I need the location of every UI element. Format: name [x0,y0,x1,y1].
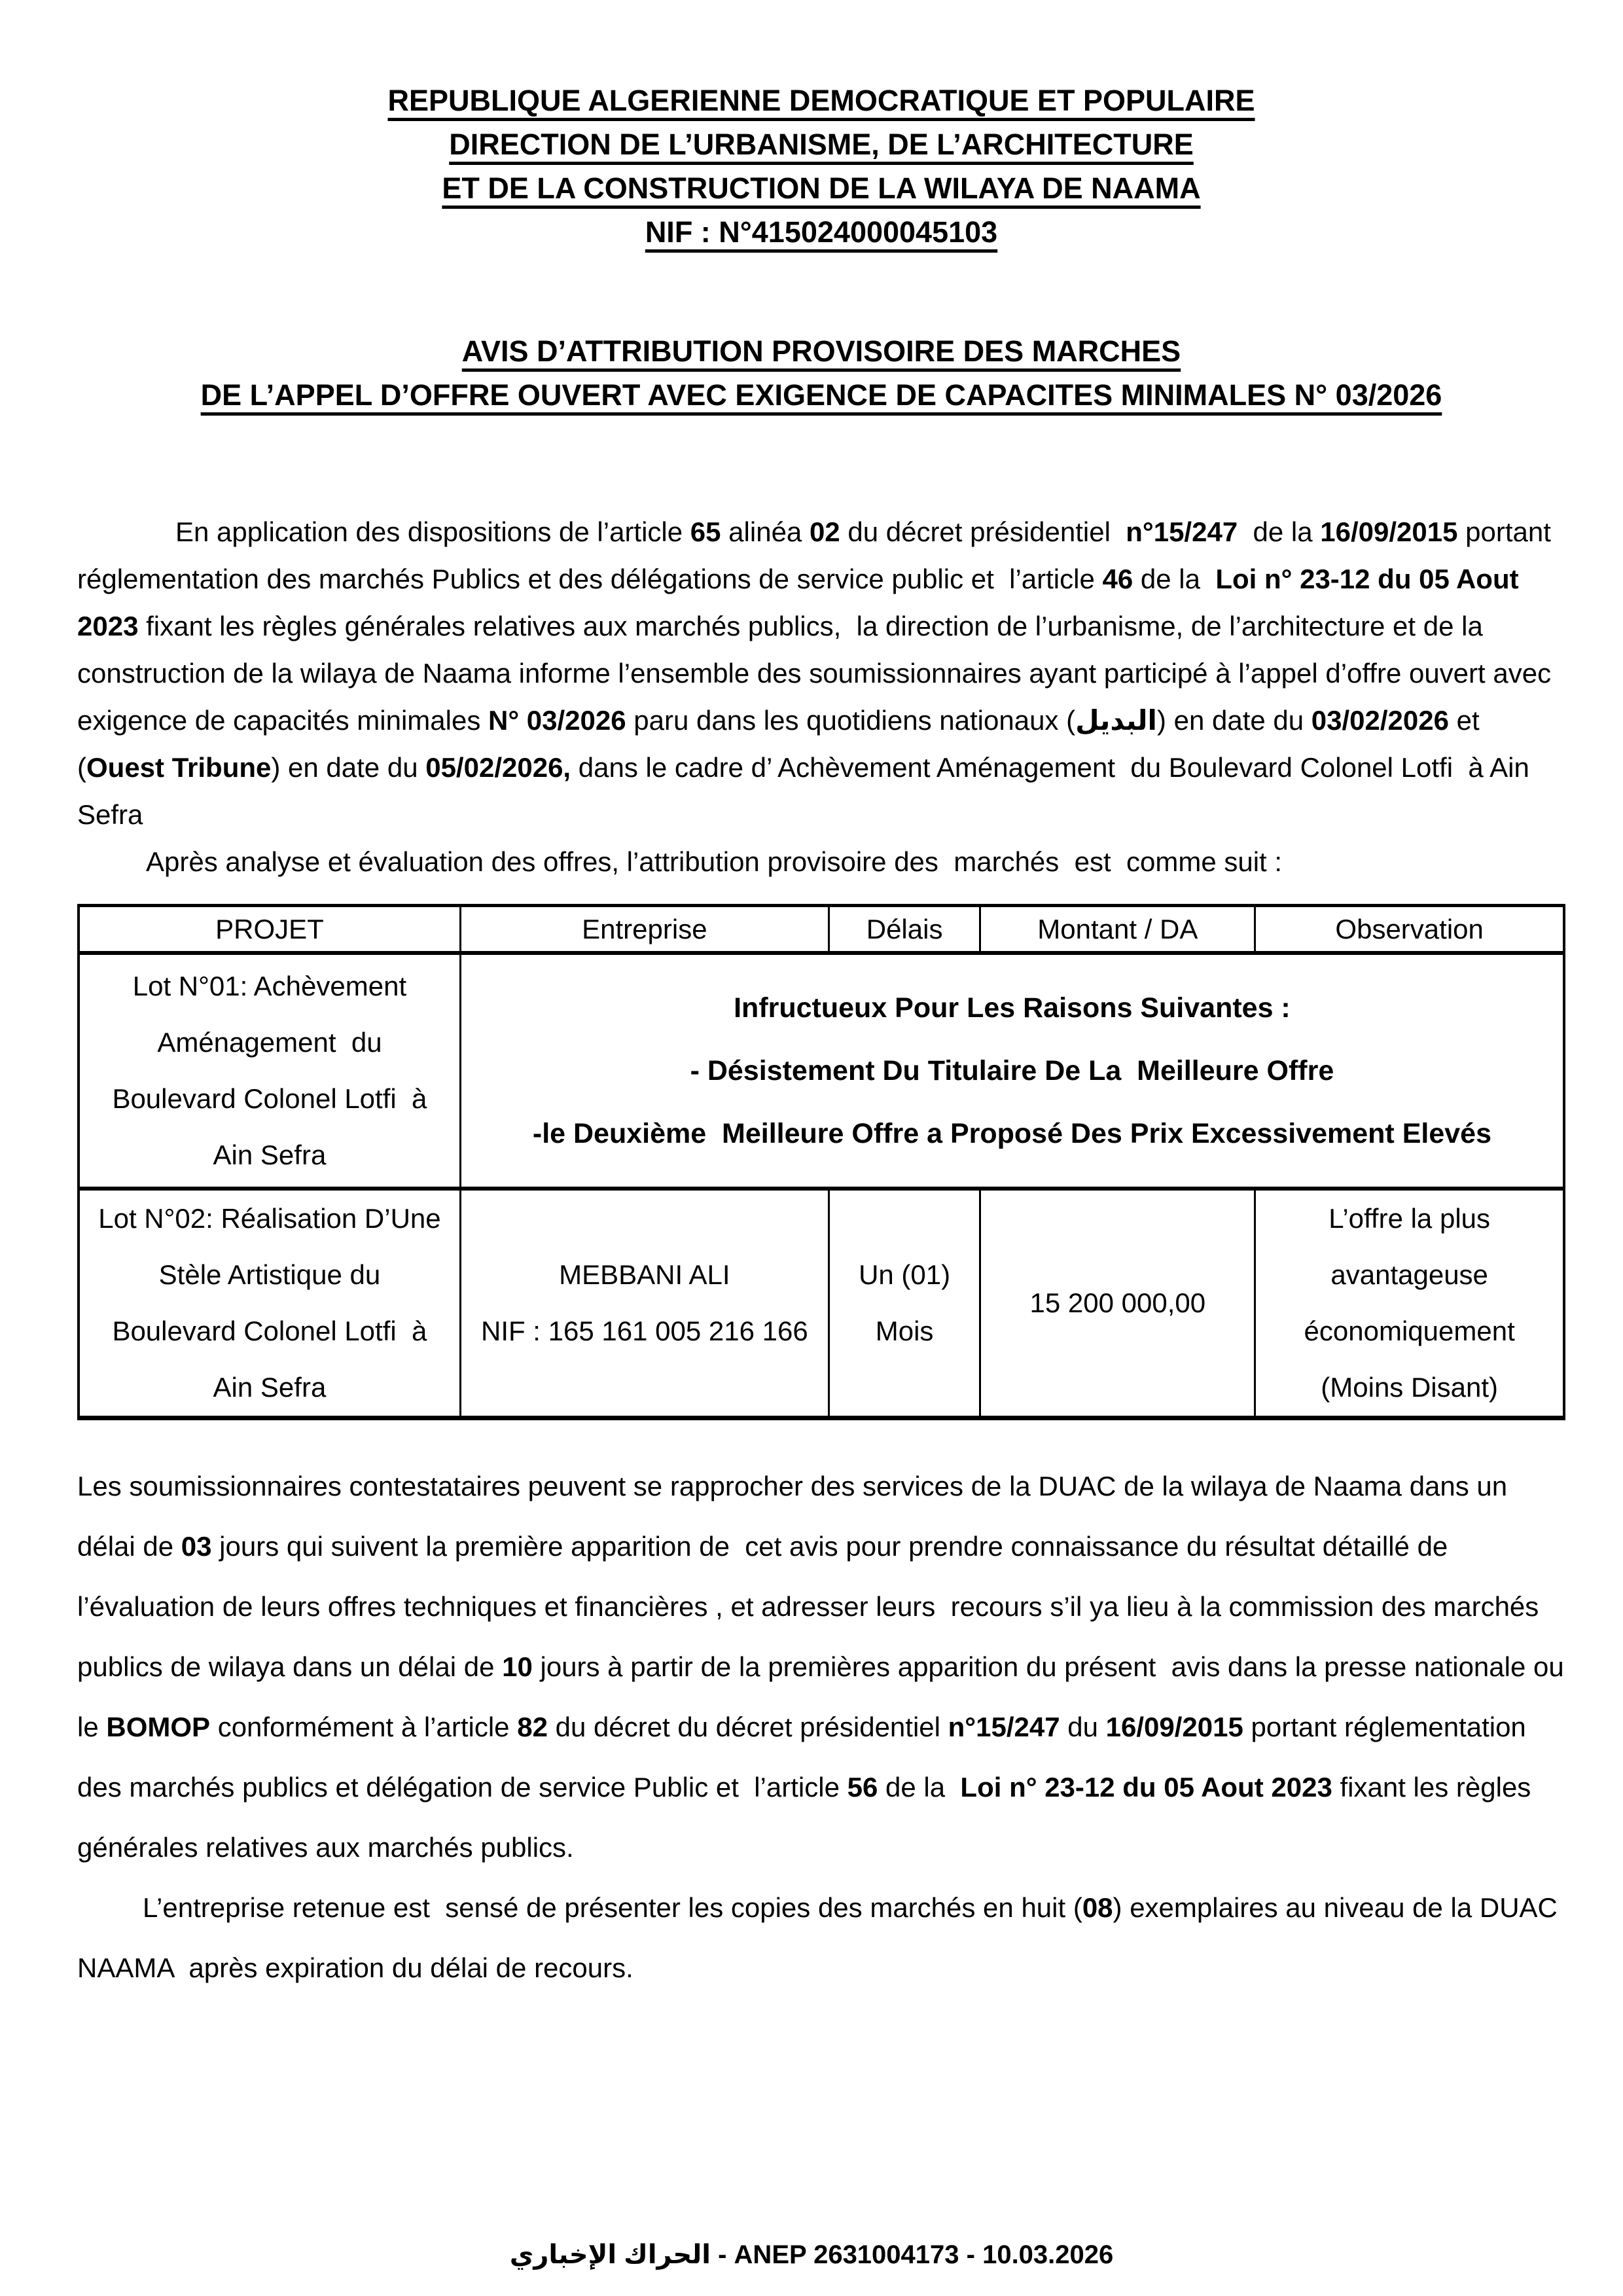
text-segment: de la [878,1772,961,1803]
text-segment: 03/02/2026 [1311,705,1449,736]
delai-line: Un (01) [859,1259,951,1290]
lot1-infructueux-cell [460,953,1564,1189]
text-segment: du décret du décret présidentiel [547,1712,948,1742]
lot1-project-cell [79,953,460,1189]
reason-line: Infructueux Pour Les Raisons Suivantes : [734,992,1291,1024]
text-segment: البديل [1075,705,1157,736]
table-row-lot2 [79,1189,1564,1418]
text-segment: dans le cadre d’ Achèvement Aménagement du Boulevard Colonel Lotfi à Ain Sefra [77,752,1537,830]
text-segment: ) en date du [1156,705,1311,736]
text-segment: fixant les règles générales relatives aux marchés publics, la direction de l’urbanisme, de l’architecture et de la construction de la wilaya de Naama informe l’ensemble des soumissionnaires ayant participé à l’appel d’offre ouvert avec exigence de capacités minimales [77,611,1559,736]
text-segment: ) exemplaires au niveau de la DUAC NAAMA après expiration du délai de recours. [77,1892,1565,1983]
text-segment: Ouest Tribune [86,752,272,783]
text-segment: n°15/247 [948,1712,1060,1742]
header-line: DIRECTION DE L’URBANISME, DE L’ARCHITECTURE [449,128,1194,161]
project-line: Lot N°01: Achèvement [132,971,407,1001]
text-segment: ) en date du [271,752,426,783]
text-segment: 16/09/2015 [1105,1712,1243,1742]
lot2-project-cell [79,1189,460,1418]
intro-conclusion: Après analyse et évaluation des offres, l’attribution provisoire des marchés est comme suit : [146,846,1283,877]
text-segment: jours à partir de la premières apparition du présent avis dans la presse nationale ou le [77,1651,1572,1742]
project-line: Stèle Artistique du [158,1259,381,1290]
reason-line: - Désistement Du Titulaire De La Meilleure Offre [690,1055,1334,1086]
text-segment: 16/09/2015 [1320,516,1458,547]
text-segment: 03 [181,1531,212,1562]
attribution-table [77,904,1565,1420]
project-line: Ain Sefra [213,1372,327,1403]
text-segment: paru dans les quotidiens nationaux ( [626,705,1076,736]
recours-paragraph [77,1456,1572,1878]
anep-footer: الحراك الإخباري - ANEP 2631004173 - 10.03.2026 [509,2240,1114,2269]
col-header-observation: Observation [1255,906,1564,954]
header-line: REPUBLIQUE ALGERIENNE DEMOCRATIQUE ET POPULAIRE [387,84,1255,117]
text-segment: jours qui suivent la première apparition de cet avis pour prendre connaissance du résultat détaillé de l’évaluation de leurs offres techniques et financières , et adresser leurs recours s’il ya lieu à la commission des marchés publics de wilaya dans un délai de [77,1531,1546,1682]
col-header-entreprise: Entreprise [460,906,829,954]
reason-line: -le Deuxième Meilleure Offre a Proposé Des Prix Excessivement Elevés [532,1118,1491,1149]
intro-paragraph [77,509,1565,838]
title-line: DE L’APPEL D’OFFRE OUVERT AVEC EXIGENCE DE CAPACITES MINIMALES N° 03/2026 [200,378,1442,412]
col-header-projet: PROJET [79,906,460,954]
title-line: AVIS D’ATTRIBUTION PROVISOIRE DES MARCHES [461,334,1181,368]
observation-line: avantageuse [1330,1259,1488,1290]
recours-section [77,1456,1572,1998]
text-segment: Loi n° 23-12 du 05 Aout 2023 [960,1772,1332,1803]
document-title [77,329,1565,417]
col-header-delais: Délais [829,906,980,954]
text-segment: 65 [690,516,721,547]
lot2-delais-cell [829,1189,980,1418]
text-segment: 10 [502,1651,533,1682]
observation-line: L’offre la plus [1329,1203,1491,1234]
text-segment: de la [1133,564,1216,594]
document-header [77,79,1565,254]
observation-line: (Moins Disant) [1321,1372,1499,1403]
project-line: Boulevard Colonel Lotfi à [112,1083,427,1114]
text-segment: Loi n° 23-12 du 05 Aout 2023 [77,564,1527,641]
entreprise-line: MEBBANI ALI [559,1259,730,1290]
text-segment: En application des dispositions de l’article [175,516,690,547]
lot2-observation-cell [1255,1189,1564,1418]
delai-line: Mois [875,1316,934,1346]
lot2-entreprise-cell [460,1189,829,1418]
text-segment: de la [1238,516,1321,547]
table-row-lot1 [79,953,1564,1189]
entreprise-line: NIF : 165 161 005 216 166 [480,1316,808,1346]
header-line: NIF : N°415024000045103 [645,215,998,249]
text-segment: 05/02/2026, [425,752,571,783]
text-segment: Les soumissionnaires contestataires peuvent se rapprocher des services de la DUAC de la wilaya de Naama dans un délai de [77,1471,1515,1562]
text-segment: 08 [1082,1892,1113,1923]
text-segment: 02 [809,516,840,547]
final-paragraph [77,1878,1565,1998]
text-segment: 82 [517,1712,548,1742]
text-segment: L’entreprise retenue est sensé de présenter les copies des marchés en huit ( [143,1892,1082,1923]
text-segment: du [1060,1712,1106,1742]
observation-line: économiquement [1304,1316,1515,1346]
col-header-montant: Montant / DA [980,906,1255,954]
table-header-row [79,906,1564,954]
text-segment: N° 03/2026 [488,705,626,736]
project-line: Boulevard Colonel Lotfi à [112,1316,427,1346]
project-line: Lot N°02: Réalisation D’Une [98,1203,441,1234]
text-segment: portant réglementation des marchés publics et délégation de service Public et l’article [77,1712,1534,1803]
text-segment: BOMOP [106,1712,211,1742]
text-segment: alinéa [721,516,810,547]
lot2-montant-cell: 15 200 000,00 [980,1189,1255,1418]
text-segment: conformément à l’article [210,1712,518,1742]
text-segment: 56 [847,1772,878,1803]
text-segment: 46 [1102,564,1133,594]
text-segment: fixant les règles générales relatives aux marchés publics. [77,1772,1539,1863]
project-line: Ain Sefra [213,1139,327,1170]
project-line: Aménagement du [157,1027,382,1058]
text-segment: n°15/247 [1126,516,1238,547]
text-segment: portant réglementation des marchés Publics et des délégations de service public et l’article [77,516,1559,594]
text-segment: et ( [77,705,1488,783]
text-segment: du décret présidentiel [840,516,1126,547]
header-line: ET DE LA CONSTRUCTION DE LA WILAYA DE NAAMA [442,171,1201,205]
